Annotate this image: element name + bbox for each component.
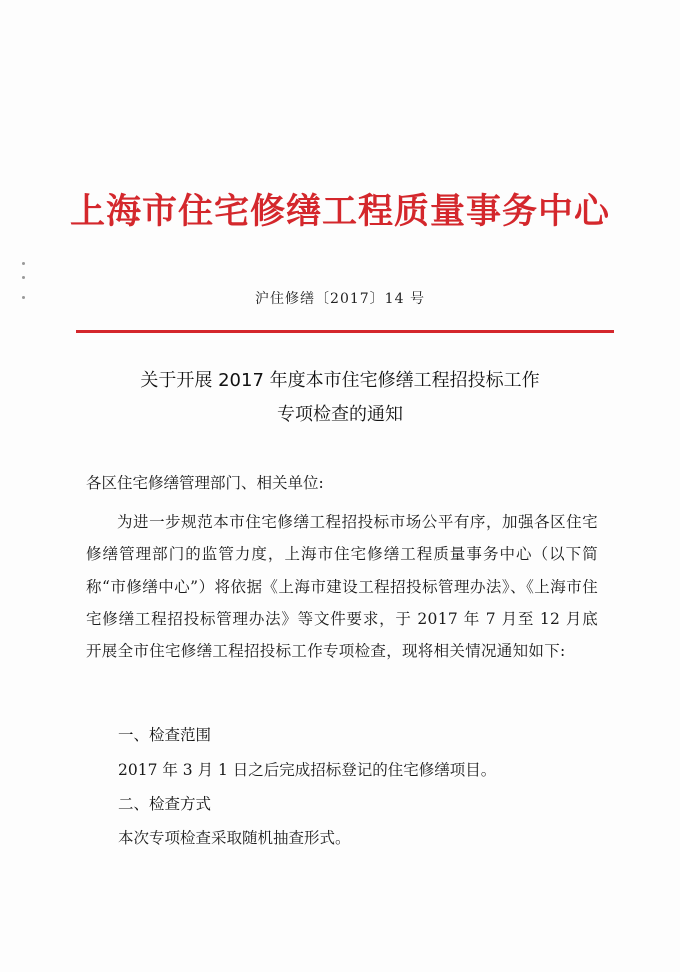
section-heading-scope: 一、检查范围 xyxy=(118,726,212,744)
notice-title-line-2: 专项检查的通知 xyxy=(277,404,403,425)
scan-speck xyxy=(22,276,25,279)
letterhead-red-rule xyxy=(76,330,614,333)
notice-title xyxy=(0,364,680,432)
section-content-method: 本次专项检查采取随机抽查形式。 xyxy=(118,829,351,847)
scan-speck xyxy=(22,262,25,265)
document-number: 沪住修缮〔2017〕14 号 xyxy=(255,291,425,307)
section-content-scope: 2017 年 3 月 1 日之后完成招标登记的住宅修缮项目。 xyxy=(118,761,497,779)
notice-title-line-1: 关于开展 2017 年度本市住宅修缮工程招投标工作 xyxy=(140,370,540,391)
salutation: 各区住宅修缮管理部门、相关单位: xyxy=(86,474,324,492)
section-heading-method: 二、检查方式 xyxy=(118,795,212,813)
body-paragraph: 为进一步规范本市住宅修缮工程招投标市场公平有序，加强各区住宅修缮管理部门的监管力度，上海市住宅修缮工程质量事务中心（以下简称“市修缮中心”）将依据《上海市建设工程招投标管理办法》、《上海市住宅修缮工程招投标管理办法》等文件要求，于 2017 年 7 月至 12 月底开展全市住宅修缮工程招投标工作专项检查，现将相关情况通知如下: xyxy=(86,513,598,661)
letterhead-org-name: 上海市住宅修缮工程质量事务中心 xyxy=(69,191,610,232)
